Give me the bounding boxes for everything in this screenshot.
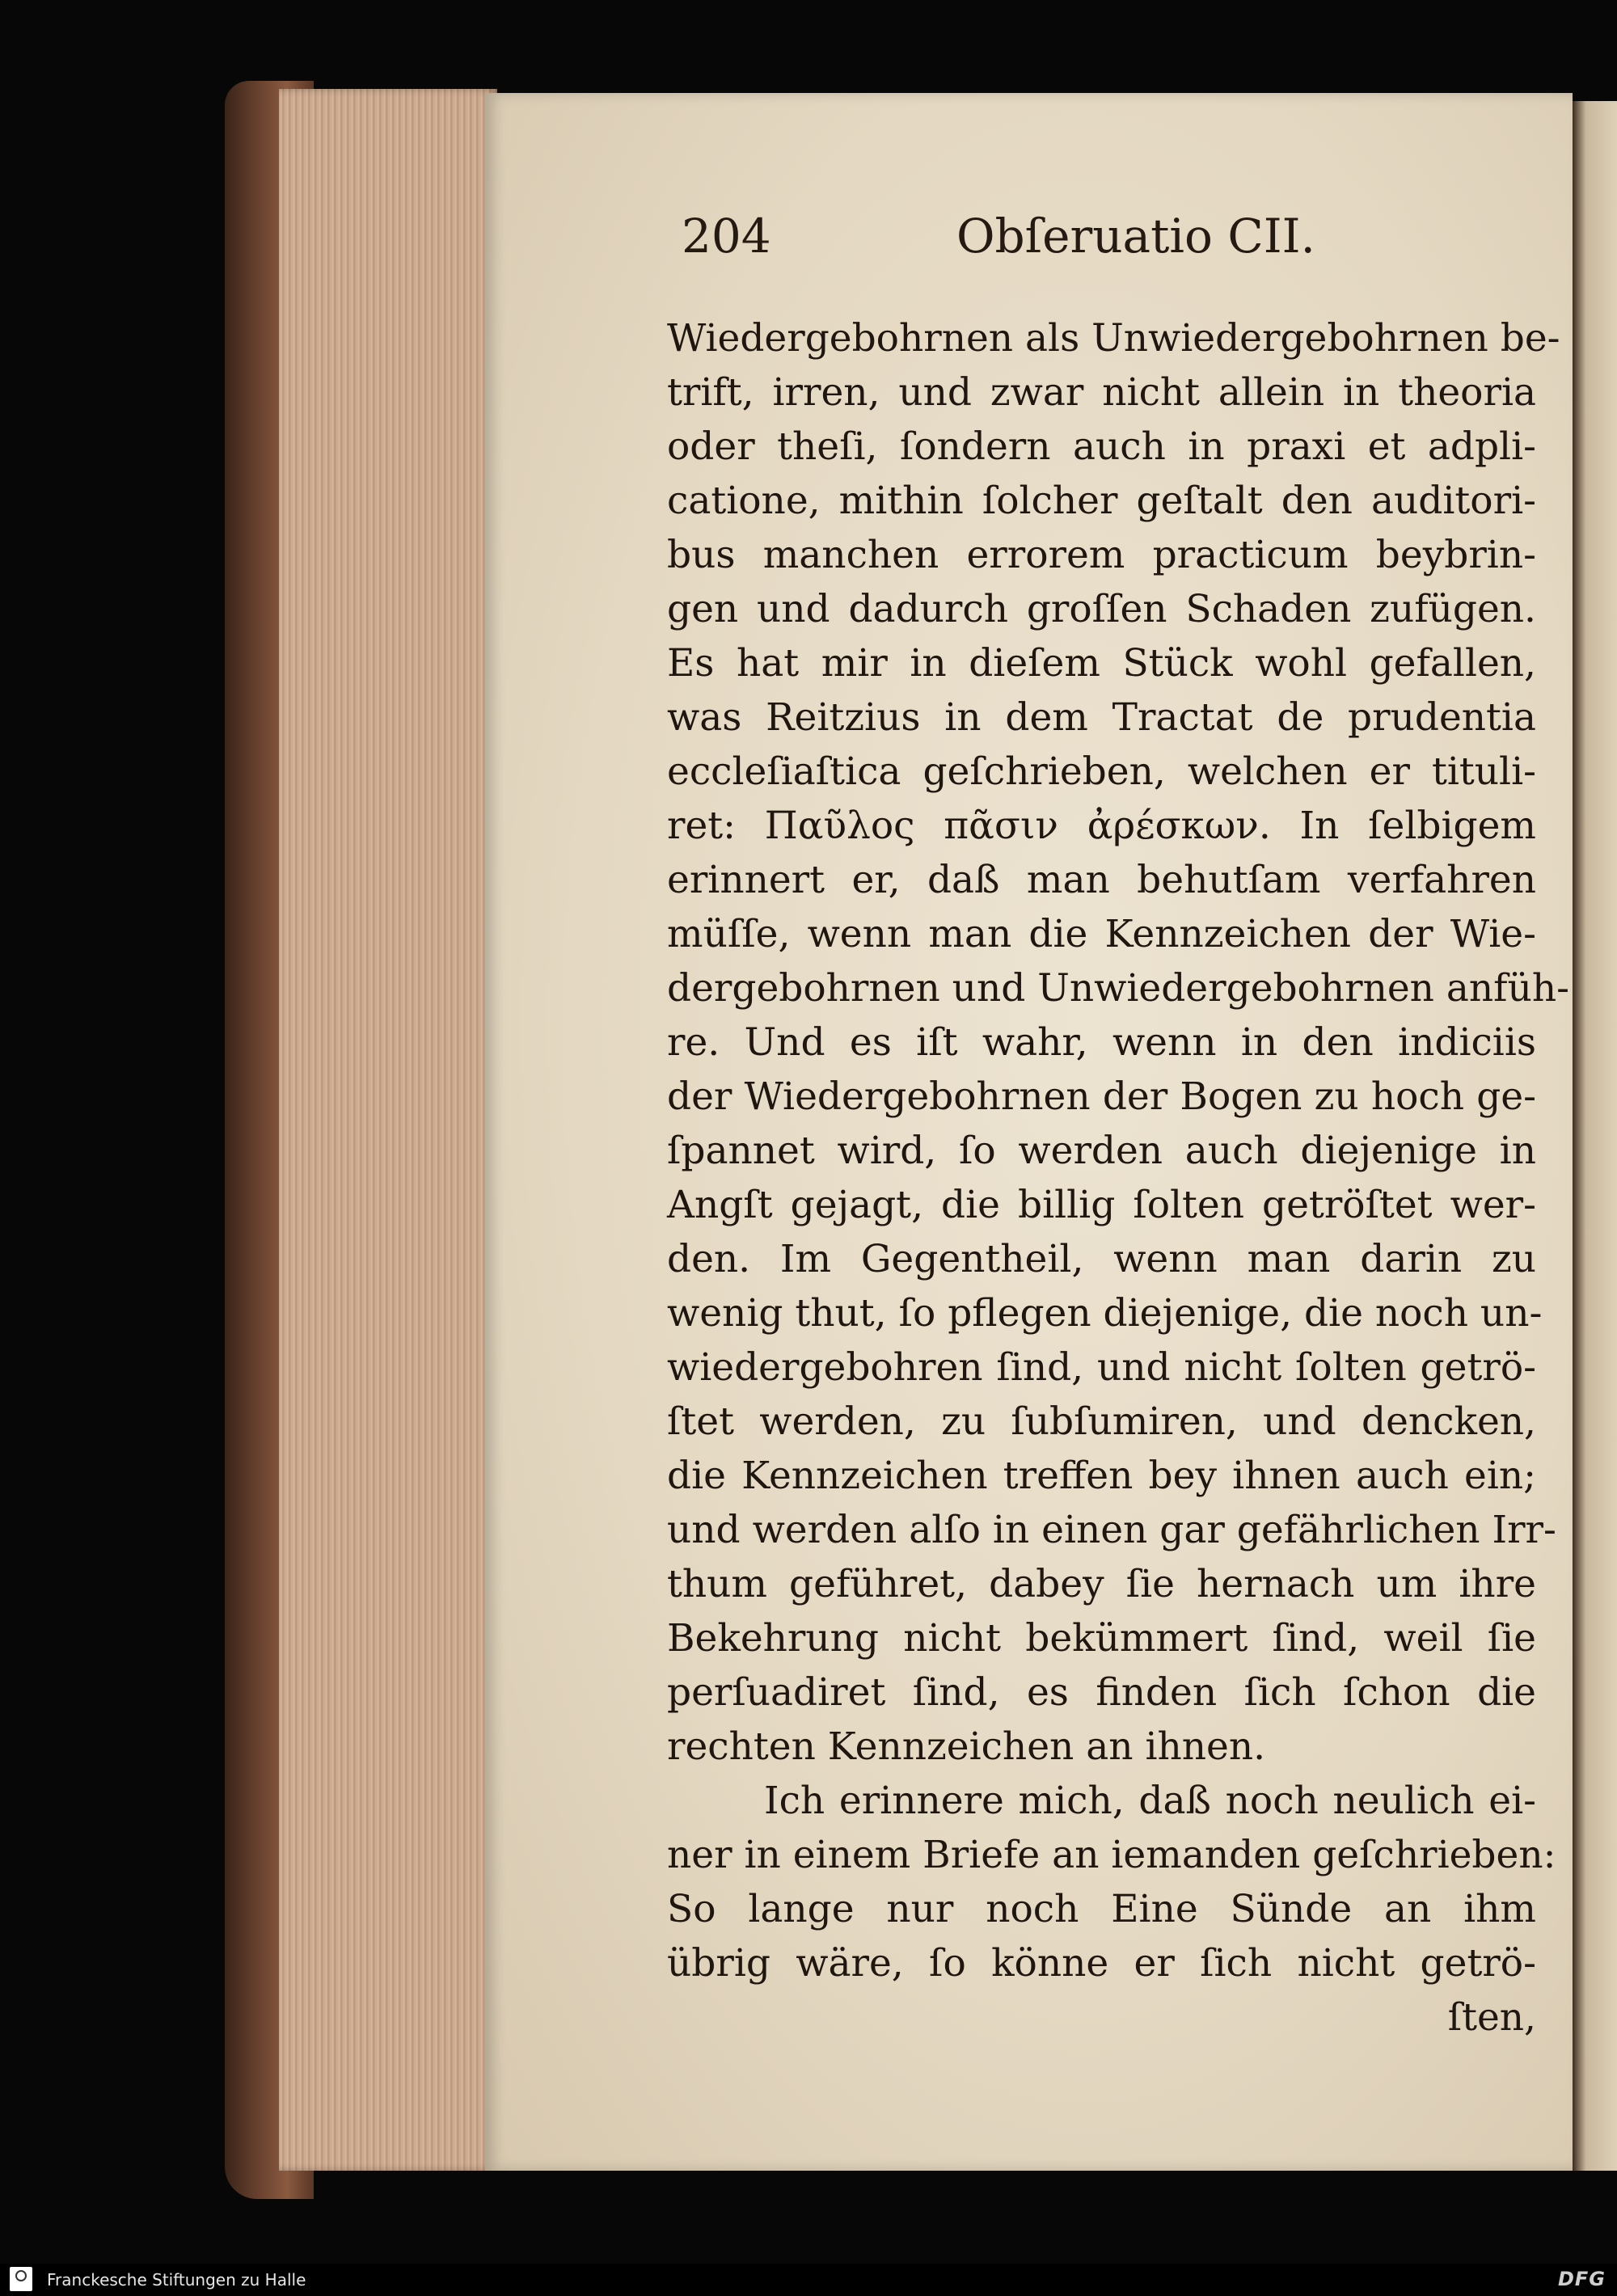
- facing-page-edge: [1573, 101, 1617, 2171]
- text-line: Es hat mir in dieſem Stück wohl gefallen,: [667, 641, 1536, 686]
- body-text: [667, 311, 1569, 2045]
- text-line: übrig wäre, ſo könne er ſich nicht getrö-: [667, 1941, 1536, 1986]
- text-line: thum geführet, dabey ſie hernach um ihre: [667, 1562, 1536, 1606]
- dfg-logo: DFG: [1557, 2268, 1606, 2290]
- text-line: ner in einem Briefe an iemanden geſchrieben:: [667, 1833, 1556, 1877]
- text-line: die Kennzeichen treffen bey ihnen auch ein;: [667, 1454, 1536, 1498]
- text-line: Bekehrung nicht bekümmert ſind, weil ſie: [667, 1616, 1536, 1661]
- text-line: wiedergebohren ſind, und nicht ſolten getrö-: [667, 1345, 1536, 1390]
- text-line: trift, irren, und zwar nicht allein in theoria: [667, 370, 1536, 415]
- text-line: catione, mithin ſolcher geſtalt den auditori-: [667, 479, 1536, 523]
- catchword: ſten,: [1447, 1995, 1536, 2040]
- text-line: ſpannet wird, ſo werden auch diejenige in: [667, 1129, 1536, 1173]
- text-line: gen und dadurch groſſen Schaden zufügen.: [667, 587, 1536, 631]
- text-line: was Reitzius in dem Tractat de prudentia: [667, 695, 1536, 740]
- text-line: Wiedergebohrnen als Unwiedergebohrnen be-: [667, 316, 1560, 361]
- text-line: bus manchen errorem practicum beybrin-: [667, 533, 1536, 577]
- institution-name: Franckesche Stiftungen zu Halle: [47, 2270, 306, 2290]
- text-line: oder theſi, ſondern auch in praxi et adpli-: [667, 424, 1536, 469]
- text-line: ſtet werden, zu ſubſumiren, und dencken,: [667, 1399, 1536, 1444]
- text-line: ret: Παῦλος πᾶσιν ἀρέσκων. In ſelbigem: [667, 804, 1536, 848]
- text-line: dergebohrnen und Unwiedergebohrnen anfüh-: [667, 966, 1569, 1011]
- text-line: müſſe, wenn man die Kennzeichen der Wie-: [667, 912, 1536, 956]
- text-line: der Wiedergebohrnen der Bogen zu hoch ge-: [667, 1074, 1536, 1119]
- text-line: und werden alſo in einen gar gefährlichen Irr-: [667, 1508, 1556, 1552]
- viewer-footer: [0, 2264, 1617, 2296]
- running-title: Obſeruatio CII.: [956, 209, 1315, 264]
- text-line: erinnert er, daß man behutſam verfahren: [667, 858, 1536, 902]
- page-edges: [279, 89, 497, 2171]
- text-line: re. Und es iſt wahr, wenn in den indiciis: [667, 1020, 1536, 1065]
- text-line: wenig thut, ſo pflegen diejenige, die noch un-: [667, 1291, 1543, 1336]
- page-header: [682, 209, 1409, 273]
- institution-logo-icon: [10, 2267, 32, 2291]
- text-line: eccleſiaſtica geſchrieben, welchen er tituli-: [667, 749, 1536, 794]
- text-line: rechten Kennzeichen an ihnen.: [667, 1724, 1266, 1769]
- page-number: 204: [682, 209, 771, 264]
- text-line: perſuadiret ſind, es finden ſich ſchon die: [667, 1670, 1536, 1715]
- text-line: Ich erinnere mich, daß noch neulich ei-: [764, 1779, 1536, 1823]
- text-line: den. Im Gegentheil, wenn man darin zu: [667, 1237, 1536, 1281]
- text-line: Angſt gejagt, die billig ſolten getröſtet wer-: [667, 1183, 1536, 1227]
- text-line: So lange nur noch Eine Sünde an ihm: [667, 1887, 1536, 1931]
